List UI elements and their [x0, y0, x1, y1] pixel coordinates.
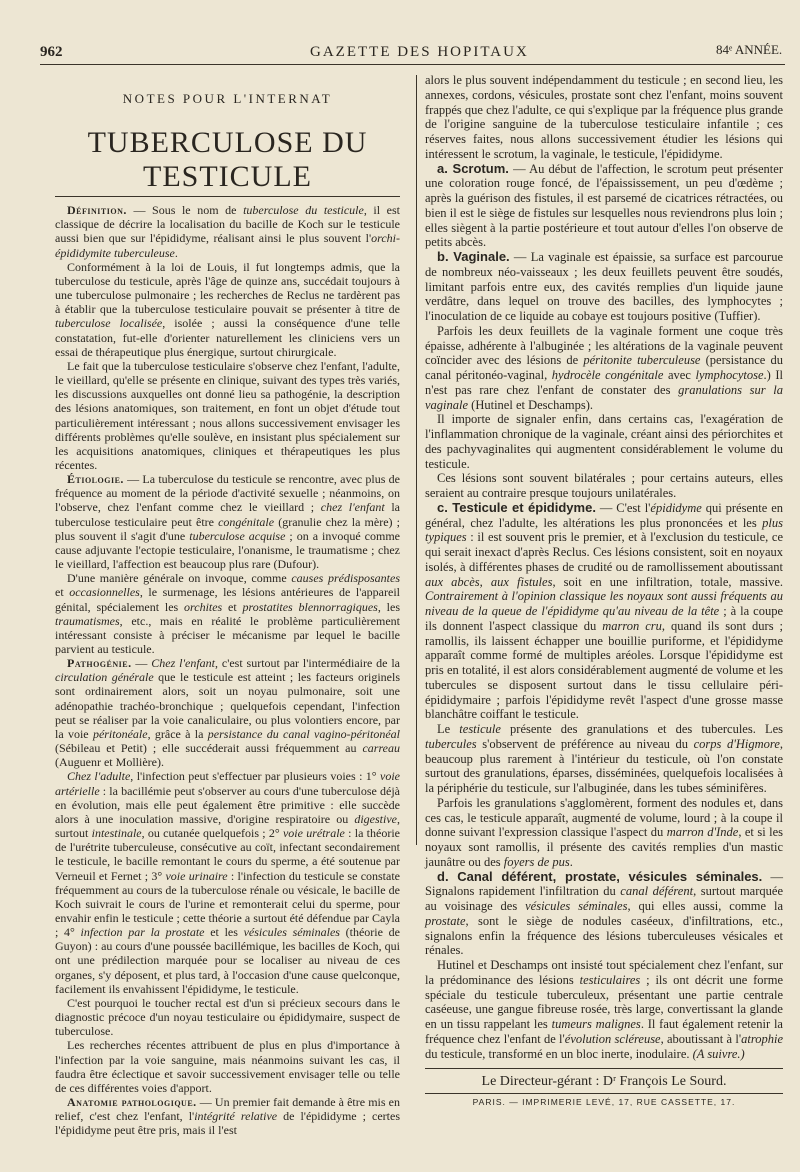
text: : la théorie de l'urétrite tuberculeuse, consécutive au coït, infectant secondairement le testicule, le bacille remontant le cours du sperme, a été soutenue par Verneuil et Fernet ; 3°: [55, 826, 400, 883]
text: voie urétrale: [282, 826, 345, 841]
text: marron d'Inde: [666, 825, 739, 840]
text: , il est classique de décrire la localisation du bacille de Koch sur le testicule aussi bien que sur l'épididyme, réalisant ainsi le plus souvent l': [55, 203, 401, 246]
text: que le testicule est atteint ; les facteurs originels sont ordinairement alors, soit un noyau pulmonaire, soit une adénopathie trachéo-bronchique ; quelquefois cependant, l'infection peut se réaliser par la voie canaliculaire, ou plus volontiers encore, par la voie: [55, 670, 400, 741]
text: infection par la prostate: [80, 925, 205, 940]
text: qui présente en général, chez l'adulte, les altérations les plus prononcées et les: [425, 500, 783, 530]
text: Chez l'enfant: [151, 656, 216, 671]
text: testiculaires: [579, 972, 641, 987]
paragraph: [55, 260, 400, 359]
director-line: Le Directeur-gérant : Dʳ François Le Sourd.: [481, 1074, 727, 1089]
text: avec: [663, 368, 696, 382]
text: (théorie de Guyon) : au cours d'une poussée bacillémique, les bacilles de Koch, qui ont une prédilection marquée pour se localiser au niveau de ces organes, s'y déposent, et plus tard, à l'occasion d'une cause quelconque, facilement ils envahissent l'épididyme, le testicule.: [55, 925, 400, 996]
text: du testicule, transformé en un bloc inerte, inodulaire.: [425, 1046, 693, 1061]
page-number: 962: [40, 44, 63, 60]
text: tuberculose localisée: [55, 316, 163, 331]
text: de l'épididyme ; certes l'épididyme peut être pris, mais il l'est: [55, 1109, 400, 1138]
text: , grâce à la: [147, 726, 208, 741]
text: épididyme: [650, 500, 702, 515]
text: aux abcès, aux fistules: [425, 574, 553, 589]
text: — La vaginale est épaissie, sa surface est parcourue de nombreux néo-vaisseaux ; les deux feuillets peuvent être soudés, limitant parfois entre eux, des cavités remplies d'un liquide jaune verdâtre, dans lequel on trouve des bacilles, des lymphocytes ; l'inoculation de ce liquide au cobaye est toujours positive (Tuffier).: [425, 250, 783, 323]
text: , isolée ; aussi la conséquence d'une telle constatation, fut-elle d'orienter naturellement les cliniciens vers un essai de thérapeutique plus énergique, surtout chirurgicale.: [55, 316, 400, 359]
testicule-heading: c. Testicule et épididyme.: [437, 499, 596, 515]
text: , surtout marquée au voisinage des: [425, 884, 783, 913]
paragraph-etiologie: [55, 472, 400, 571]
text: testicule: [459, 722, 501, 736]
paragraph: [55, 769, 400, 996]
paragraph: [55, 571, 400, 656]
text: .: [569, 854, 573, 869]
text: . Il faut également retenir la fréquence chez l'enfant de l': [425, 1017, 783, 1046]
text: intestinale: [91, 826, 142, 841]
text: (granulie chez la mère) ; plus souvent il s'agit d'une: [55, 514, 400, 543]
text: voie artérielle: [55, 769, 400, 798]
text: , le surmenage, les lésions antérieures de l'appareil génital, spécialement les: [55, 585, 400, 614]
text: et les: [204, 925, 244, 940]
text: (A suivre.): [692, 1046, 745, 1061]
paragraph-scrotum: [425, 162, 783, 251]
text: , c'est surtout par l'intermédiaire de la: [215, 656, 400, 671]
text: traumatismes: [55, 613, 120, 628]
text: —: [131, 656, 152, 671]
vaginale-heading: b. Vaginale.: [437, 249, 510, 264]
text: (Auguenr et Mollière).: [55, 755, 164, 770]
text: corps d'Higmore: [693, 736, 780, 751]
paragraph-vaginale: [425, 250, 783, 324]
text: lymphocytose: [695, 368, 764, 382]
etiologie-heading: Étiologie.: [67, 472, 124, 487]
text: marron cru: [602, 618, 662, 633]
text: — La tuberculose du testicule se rencontre, avec plus de fréquence au moment de la période d'activité sexuelle ; néanmoins, on l'observe, chez l'enfant comme chez le vieillard ;: [55, 472, 400, 515]
text: intégrité relative: [194, 1109, 278, 1124]
text: péritonéale: [92, 726, 148, 741]
paragraph: alors le plus souvent indépendamment du testicule ; en second lieu, les annexes, cordons, vésicules, prostate sont chez l'enfant, moins souvent frappés que chez l'adulte, ce qui s'explique par la fréquence plus grande de l'origine sanguine de la tuberculose testiculaire infantile ; ces réserves faites, nous allons successivement étudier les lésions qui intéressent le scrotum, la vaginale, le testicule, l'épididyme.: [425, 73, 783, 161]
text: vésicules séminales: [243, 925, 340, 940]
header-rule: [40, 64, 785, 65]
text: Hutinel et Deschamps ont insisté tout spécialement chez l'enfant, sur la prédominance des lésions: [425, 958, 783, 987]
column-rule: [416, 75, 417, 845]
paragraph: [425, 796, 783, 870]
text: persistance du canal vagino-péritonéal: [207, 726, 400, 741]
text: Parfois les deux feuillets de la vaginale forment une coque très épaisse, adhérente à l'albuginée ; les altérations de la vaginale peuvent coïncider avec des lésions de: [425, 323, 783, 368]
text: et: [55, 585, 70, 600]
pathogenie-heading: Pathogénie.: [67, 656, 132, 671]
text: — C'est l': [595, 500, 651, 515]
text: D'une manière générale on invoque, comme: [67, 571, 292, 586]
journal-title: GAZETTE DES HOPITAUX: [310, 44, 529, 60]
canal-heading: d. Canal déférent, prostate, vésicules séminales.: [437, 868, 763, 884]
text: , etc., mais en réalité le problème particulièrement intéressant consiste à préciser le mécanisme par lequel le bacille parvient au testicule.: [55, 613, 400, 656]
text: tuberculose acquise: [189, 528, 286, 543]
text: la tuberculose testiculaire peut être: [55, 500, 400, 529]
right-column: [425, 73, 783, 1061]
paragraph: C'est pourquoi le toucher rectal est d'un si précieux secours dans le diagnostic précoce d'un noyau testiculaire ou épididymaire, suspect de tuberculose.: [55, 995, 400, 1039]
text: tuberculose du testicule: [243, 203, 364, 218]
text: ; à la coupe ils donnent l'aspect classique du: [425, 604, 783, 633]
text: vésicules séminales: [525, 899, 628, 913]
text: Conformément à la loi de Louis, il fut longtemps admis, que la tuberculose du testicule, après l'âge de quinze ans, succédait toujours à une tuberculose pulmonaire ; les recherches de Reclus ne tardèrent pas à établir que la tuberculose testiculaire pouvait se présenter à titre de: [55, 259, 400, 317]
text: Parfois les granulations s'agglomèrent, forment des nodules et, dans ces cas, le testicule apparaît, augmenté de volume, lourd ; à la coupe il donne suivant l'expression classique l'aspect du: [425, 795, 783, 840]
article-title: TUBERCULOSE DU TESTICULE: [55, 126, 400, 197]
paragraph: Les recherches récentes attribuent de plus en plus d'importance à l'infection par la voie sanguine, mais néanmoins suivant les cas, il faudra être éclectique et savoir successivement envisager telle ou telle de ces différentes voies d'apport.: [55, 1038, 400, 1095]
text: Contrairement à l'opinion classique les noyaux sont aussi fréquents au niveau de la queue de l'épididyme qu'au niveau de la tête: [425, 589, 783, 618]
text: (Sébileau et Petit) ; elle succéderait aussi fréquemment au: [55, 741, 363, 756]
text: — Signalons rapidement l'infiltration du: [425, 869, 783, 899]
text: voie urinaire: [165, 868, 228, 883]
text: foyers de pus: [503, 854, 570, 869]
text: , quand ils sont durs ; ramollis, ils laissent échapper une bouillie puriforme, et l'épididyme apparaît comme formé de multiples aréoles. Lorsque l'épididyme est pris en totalité, il est alors considérablement augmenté de volume et les tubercules se disposent surtout dans le tissu cellulaire péri-épididymaire ; parfois l'épididyme revêt l'aspect d'une grosse masse blanchâtre coiffant le testicule.: [425, 618, 783, 722]
text: — Au début de l'affection, le scrotum peut présenter une coloration rouge foncé, de l'épaississement, un peu d'œdème ; après la guérison des fistules, il est parsemé de cicatrices rétractées, ou bien il est le siège de fistules sur lesquelles nous reviendrons plus loin ; elles siègent à la partie postérieure et tout autour d'elles l'on observe de petits abcès.: [425, 161, 783, 250]
text: , aboutissant à l': [660, 1031, 742, 1046]
text: tubercules: [425, 736, 477, 751]
text: , l'infection peut s'effectuer par plusieurs voies : 1°: [130, 769, 380, 784]
text: congénitale: [218, 514, 275, 529]
text: Chez l'adulte: [67, 769, 131, 784]
text: , beaucoup plus rarement à l'intérieur du testicule, où l'on constate surtout des granulations, éparses, disséminées, quelquefois localisées à la périphérie du testicule, sur l'albuginée, dans les tubes séminifères.: [425, 736, 784, 795]
text: .) Il n'est pas rare chez l'enfant de constater des: [425, 368, 783, 397]
text: canal déférent: [620, 884, 694, 899]
paragraph: Il importe de signaler enfin, dans certains cas, l'exagération de l'inflammation chronique de la vaginale, créant ainsi des périorchites et des pachyvaginalites qui augmentent considérablement le volume du testicule.: [425, 412, 783, 471]
text: hydrocèle congénitale: [551, 368, 664, 382]
text: (persistance du canal péritonéo-vaginal,: [425, 353, 783, 382]
text: ; on a invoqué comme cause adjuvante l'ectopie testiculaire, l'onanisme, le traumatisme ; chez le vieillard, l'affection est beaucoup plus rare (Dufour).: [55, 528, 400, 572]
paragraph: [425, 722, 783, 796]
text: présente des granulations et des tubercules. Les: [500, 722, 784, 736]
text: prostatites blennorragiques: [242, 599, 378, 614]
footer-rule-top: [425, 1068, 783, 1069]
text: .: [174, 245, 178, 260]
footer-rule-bottom: [425, 1093, 783, 1094]
text: ; ils ont décrit une forme spéciale du testicule tuberculeux, présentant une partie centrale caséeuse, une gangue fibreuse rosée, très large, convertissant la glande en un tissu rappelant les: [425, 972, 783, 1031]
text: , soit en une infiltration, totale, massive.: [552, 574, 783, 589]
paragraph: Ces lésions sont souvent bilatérales ; pour certains auteurs, elles seraient au contraire presque toujours unilatérales.: [425, 471, 783, 500]
text: tumeurs malignes: [551, 1017, 641, 1031]
text: : il est souvent pris le premier, et à l'exclusion du testicule, ce qui serait inexact d'après Reclus. Ces lésions consistent, soit en noyaux isolés, à différentes phases de crudité ou de ramollissement aboutissant: [425, 530, 783, 574]
text: — Un premier fait demande à être mis en relief, c'est chez l'enfant, l': [55, 1095, 400, 1124]
text: causes prédisposantes: [291, 571, 400, 586]
text: , sont le siège de nodules caséeux, d'infiltrations, etc., signalons enfin la fréquence des lésions tuberculeuses vésicales et rénales.: [425, 913, 783, 958]
text: : l'infection du testicule se constate fréquemment au cours de la tuberculose rénale ou vésicale, le bacille de Koch suivrait le cours de l'urine et remonterait celui du sperme, pour envahir enfin le testicule ; cette théorie a surtout été défendue par Cayla ; 4°: [55, 868, 401, 940]
text: granulations sur la vaginale: [425, 382, 783, 412]
anatomie-heading: Anatomie pathologique.: [67, 1095, 197, 1109]
paragraph: Le fait que la tuberculose testiculaire s'observe chez l'enfant, l'adulte, le vieillard, qu'elle se présente en clinique, suivant des types très variés, les discussions auxquelles ont donné lieu sa pathogénie, la description des lésions anatomiques, son traitement, en font un objet d'étude tout particulièrement intéressant ; nous allons successivement envisager les différents problèmes qu'elle soulève, en insistant plus spécialement sur les acquisitions anatomiques, cliniques et thérapeutiques les plus récentes.: [55, 358, 400, 472]
text: orchites: [184, 599, 223, 614]
text: — Sous le nom de: [126, 203, 244, 218]
text: plus typiques: [425, 515, 783, 545]
scrotum-heading: a. Scrotum.: [437, 160, 509, 176]
text: , surtout: [55, 811, 400, 841]
paragraph: [425, 324, 783, 413]
paragraph: [425, 958, 783, 1061]
text: atrophie: [741, 1031, 783, 1046]
journal-year: 84ᵉ ANNÉE.: [716, 42, 783, 57]
text: évolution scléreuse: [564, 1031, 661, 1046]
paragraph-definition: [55, 203, 400, 260]
text: orchi-épididymite tuberculeuse: [55, 231, 400, 260]
paragraph-anatomie: [55, 1095, 400, 1137]
paragraph-canal: [425, 870, 783, 959]
text: digestive: [354, 811, 397, 826]
text: (Hutinel et Deschamps).: [468, 397, 594, 412]
paragraph-pathogenie: [55, 656, 400, 769]
section-heading: NOTES POUR L'INTERNAT: [122, 91, 333, 106]
text: péritonite tuberculeuse: [583, 353, 701, 368]
paragraph-testicule: [425, 501, 783, 722]
text: s'observent de préférence au niveau du: [476, 736, 694, 751]
text: circulation générale: [55, 670, 154, 685]
text: occasionnelles: [69, 585, 140, 600]
text: , les: [377, 599, 400, 614]
printer-line: PARIS. — IMPRIMERIE LEVÉ, 17, RUE CASSETTE, 17.: [472, 1097, 736, 1107]
text: , et si les noyaux sont ramollis, il présente des cavités remplies d'un mastic jaunâtre ou des: [425, 825, 783, 869]
text: carreau: [362, 741, 400, 756]
text: chez l'enfant: [320, 500, 385, 515]
left-column: [55, 92, 400, 1137]
text: : la bacillémie peut s'observer au cours d'une tuberculose déjà en évolution, mais elle peut également être primitive : elle succède alors à une inoculation massive, d'origine respiratoire ou: [55, 783, 400, 826]
text: et: [222, 599, 243, 614]
text: prostate: [425, 913, 466, 928]
text: , qui elles aussi, comme la: [627, 899, 783, 913]
text: , ou cutanée quelquefois ; 2°: [141, 826, 283, 841]
text: Le: [437, 722, 460, 736]
definition-heading: Définition.: [67, 203, 127, 218]
